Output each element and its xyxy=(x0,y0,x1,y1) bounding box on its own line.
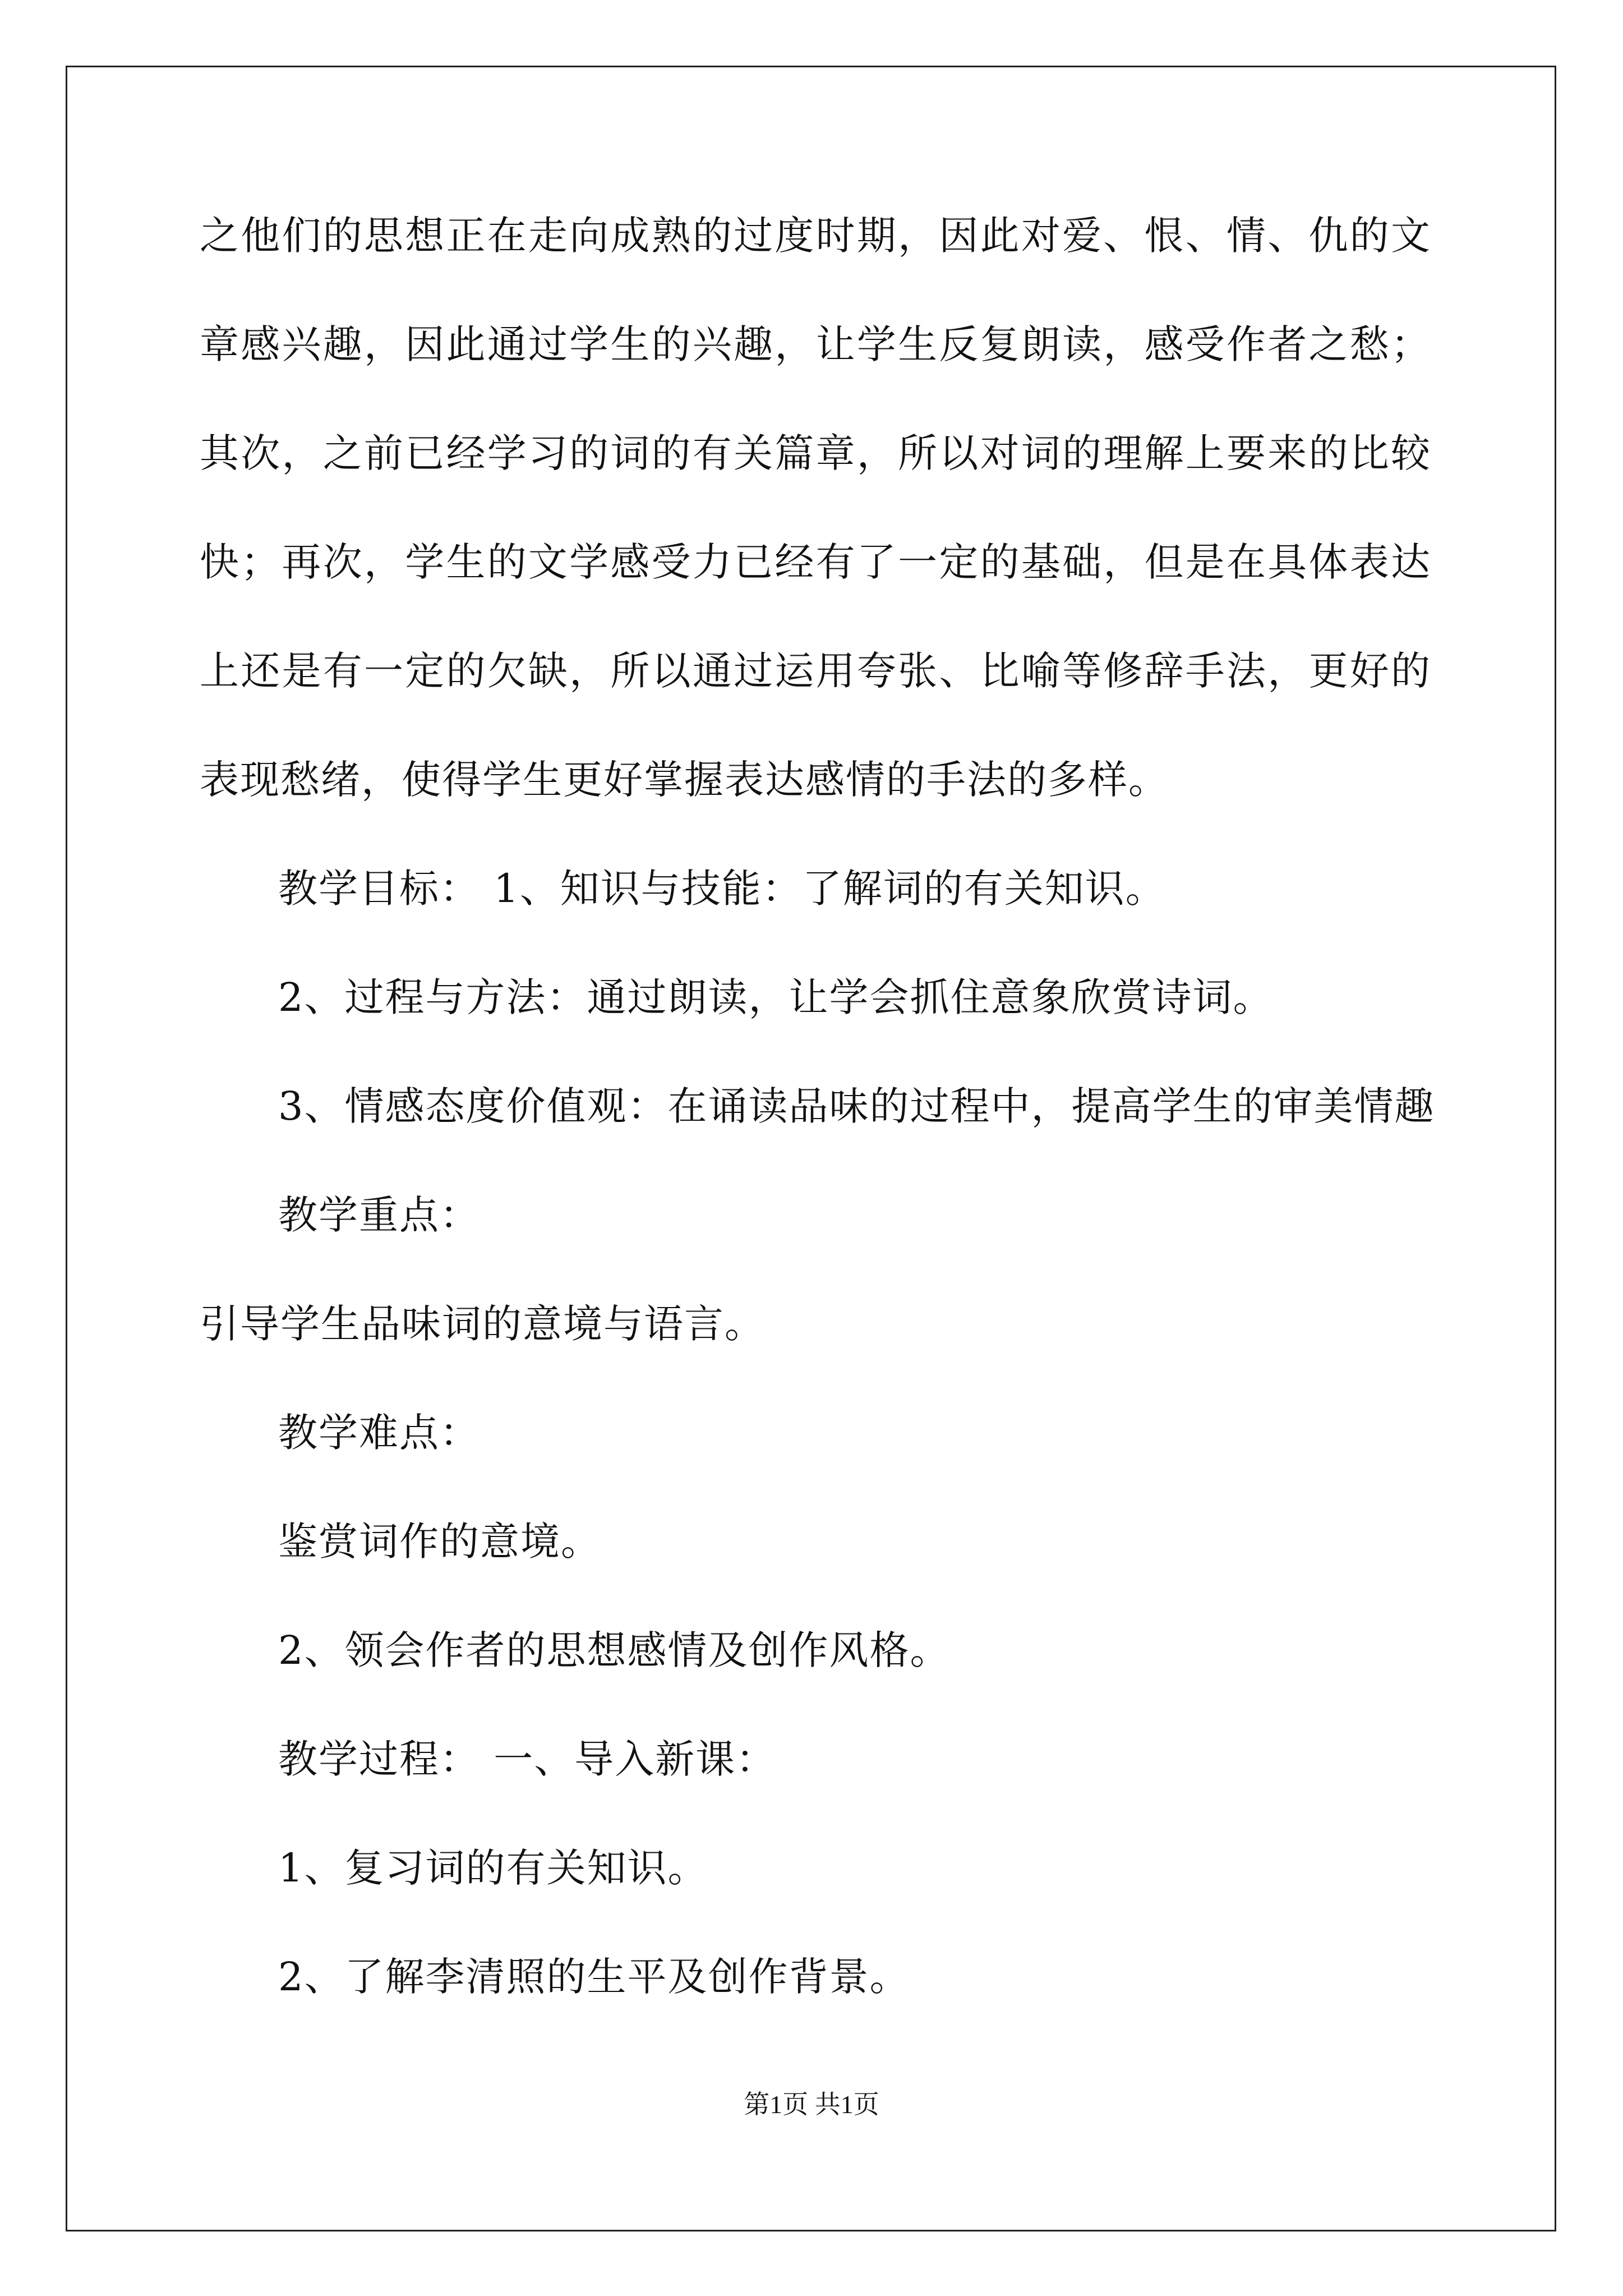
paragraph-line: 之他们的思想正在走向成熟的过度时期，因此对爱、恨、情、仇的文 xyxy=(200,213,1431,259)
key-point-text: 引导学生品味词的意境与语言。 xyxy=(200,1301,765,1347)
process-item: 2、了解李清照的生平及创作背景。 xyxy=(278,1954,910,2000)
difficulty-item: 2、领会作者的思想感情及创作风格。 xyxy=(278,1627,951,1673)
objective-item: 3、情感态度价值观：在诵读品味的过程中，提高学生的审美情趣 xyxy=(278,1083,1435,1129)
paragraph-line: 快；再次，学生的文学感受力已经有了一定的基础，但是在具体表达 xyxy=(200,539,1431,585)
paragraph-line: 章感兴趣，因此通过学生的兴趣，让学生反复朗读，感受作者之愁； xyxy=(200,321,1431,367)
paragraph-line: 其次，之前已经学习的词的有关篇章，所以对词的理解上要来的比较 xyxy=(200,430,1431,476)
paragraph-line: 表现愁绪，使得学生更好掌握表达感情的手法的多样。 xyxy=(200,757,1169,803)
difficulties-heading: 教学难点： xyxy=(278,1410,480,1456)
paragraph-line: 上还是有一定的欠缺，所以通过运用夸张、比喻等修辞手法，更好的 xyxy=(200,648,1431,694)
document-body xyxy=(200,213,1435,2066)
process-item: 1、复习词的有关知识。 xyxy=(278,1845,708,1891)
teaching-objectives-heading: 教学目标： 1、知识与技能：了解词的有关知识。 xyxy=(278,866,1166,912)
page-number-footer: 第1页 共1页 xyxy=(744,2090,879,2119)
objective-item: 2、过程与方法：通过朗读，让学会抓住意象欣赏诗词。 xyxy=(278,974,1274,1020)
teaching-process-heading: 教学过程： 一、导入新课： xyxy=(278,1736,777,1782)
key-points-heading: 教学重点： xyxy=(278,1192,480,1238)
difficulty-item: 鉴赏词作的意境。 xyxy=(278,1519,601,1565)
